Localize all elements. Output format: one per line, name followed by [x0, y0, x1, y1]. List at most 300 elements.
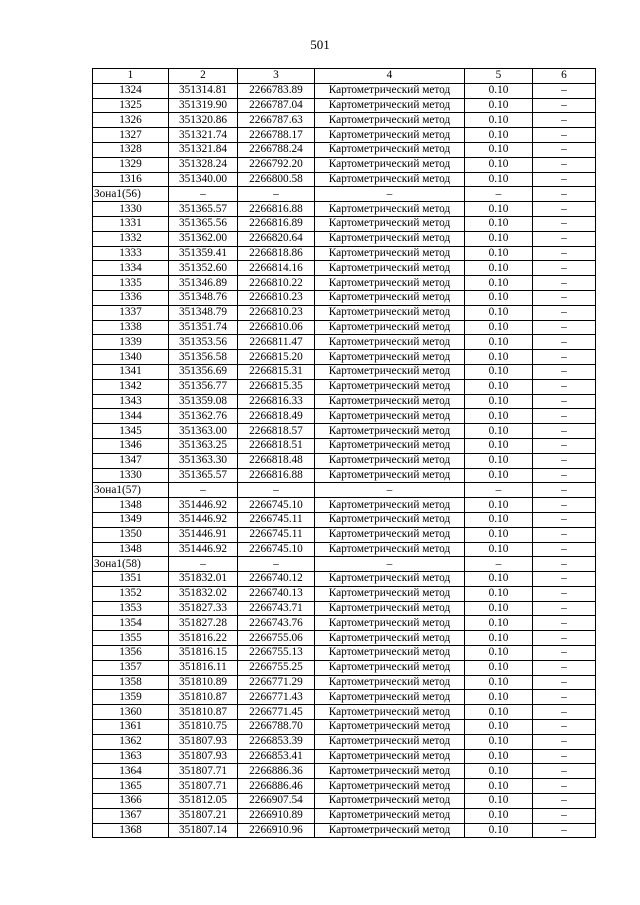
point-number-cell: 1354 — [93, 616, 169, 631]
y-coordinate-cell: 2266815.31 — [238, 364, 315, 379]
x-coordinate-cell: 351807.21 — [169, 808, 238, 823]
x-coordinate-cell: 351359.41 — [169, 246, 238, 261]
point-number-cell: 1336 — [93, 290, 169, 305]
method-cell: Картометрический метод — [315, 512, 465, 527]
point-number-cell: 1360 — [93, 705, 169, 720]
point-number-cell: 1331 — [93, 216, 169, 231]
point-number-cell: 1349 — [93, 512, 169, 527]
note-cell: – — [533, 794, 596, 809]
y-coordinate-cell: 2266755.06 — [238, 631, 315, 646]
point-number-cell: 1330 — [93, 468, 169, 483]
y-coordinate-cell: 2266818.86 — [238, 246, 315, 261]
table-row — [93, 675, 596, 690]
y-coordinate-cell: 2266783.89 — [238, 83, 315, 98]
method-cell: – — [315, 187, 465, 202]
y-coordinate-cell: 2266811.47 — [238, 335, 315, 350]
accuracy-cell: 0.10 — [465, 98, 533, 113]
x-coordinate-cell: 351320.86 — [169, 113, 238, 128]
note-cell: – — [533, 527, 596, 542]
note-cell: – — [533, 542, 596, 557]
note-cell: – — [533, 483, 596, 498]
table-row — [93, 335, 596, 350]
point-number-cell: 1329 — [93, 157, 169, 172]
point-number-cell: Зона1(58) — [93, 557, 169, 572]
y-coordinate-cell: 2266910.96 — [238, 823, 315, 838]
method-cell: Картометрический метод — [315, 98, 465, 113]
point-number-cell: 1341 — [93, 364, 169, 379]
note-cell: – — [533, 83, 596, 98]
method-cell: Картометрический метод — [315, 779, 465, 794]
accuracy-cell: 0.10 — [465, 261, 533, 276]
table-row — [93, 705, 596, 720]
accuracy-cell: 0.10 — [465, 512, 533, 527]
y-coordinate-cell: 2266816.33 — [238, 394, 315, 409]
note-cell: – — [533, 631, 596, 646]
method-cell: Картометрический метод — [315, 572, 465, 587]
x-coordinate-cell: – — [169, 483, 238, 498]
x-coordinate-cell: 351827.28 — [169, 616, 238, 631]
y-coordinate-cell: 2266745.11 — [238, 512, 315, 527]
accuracy-cell: 0.10 — [465, 231, 533, 246]
method-cell: Картометрический метод — [315, 335, 465, 350]
table-row — [93, 172, 596, 187]
accuracy-cell: 0.10 — [465, 690, 533, 705]
page-number: 501 — [310, 37, 330, 52]
accuracy-cell: 0.10 — [465, 394, 533, 409]
accuracy-cell: 0.10 — [465, 823, 533, 838]
method-cell: Картометрический метод — [315, 261, 465, 276]
y-coordinate-cell: – — [238, 557, 315, 572]
x-coordinate-cell: 351816.15 — [169, 646, 238, 661]
accuracy-cell: 0.10 — [465, 705, 533, 720]
table-row — [93, 261, 596, 276]
y-coordinate-cell: 2266853.41 — [238, 749, 315, 764]
note-cell: – — [533, 202, 596, 217]
method-cell: Картометрический метод — [315, 468, 465, 483]
accuracy-cell: 0.10 — [465, 453, 533, 468]
table-row — [93, 453, 596, 468]
method-cell: Картометрический метод — [315, 764, 465, 779]
table-row — [93, 290, 596, 305]
method-cell: Картометрический метод — [315, 823, 465, 838]
x-coordinate-cell: 351810.87 — [169, 705, 238, 720]
x-coordinate-cell: 351363.00 — [169, 424, 238, 439]
x-coordinate-cell: 351812.05 — [169, 794, 238, 809]
accuracy-cell: 0.10 — [465, 660, 533, 675]
note-cell: – — [533, 216, 596, 231]
x-coordinate-cell: 351446.91 — [169, 527, 238, 542]
note-cell: – — [533, 246, 596, 261]
table-row — [93, 409, 596, 424]
y-coordinate-cell: 2266743.76 — [238, 616, 315, 631]
x-coordinate-cell: 351356.77 — [169, 379, 238, 394]
table-row — [93, 660, 596, 675]
accuracy-cell: 0.10 — [465, 764, 533, 779]
point-number-cell: 1348 — [93, 542, 169, 557]
note-cell: – — [533, 335, 596, 350]
point-number-cell: 1359 — [93, 690, 169, 705]
x-coordinate-cell: 351352.60 — [169, 261, 238, 276]
column-header-2: 2 — [169, 69, 238, 84]
table-row — [93, 246, 596, 261]
note-cell: – — [533, 142, 596, 157]
accuracy-cell: 0.10 — [465, 424, 533, 439]
y-coordinate-cell: 2266771.29 — [238, 675, 315, 690]
y-coordinate-cell: 2266788.24 — [238, 142, 315, 157]
column-header-3: 3 — [238, 69, 315, 84]
point-number-cell: 1337 — [93, 305, 169, 320]
y-coordinate-cell: 2266853.39 — [238, 734, 315, 749]
note-cell: – — [533, 572, 596, 587]
note-cell: – — [533, 320, 596, 335]
point-number-cell: 1362 — [93, 734, 169, 749]
method-cell: Картометрический метод — [315, 705, 465, 720]
column-header-5: 5 — [465, 69, 533, 84]
y-coordinate-cell: 2266800.58 — [238, 172, 315, 187]
x-coordinate-cell: 351348.76 — [169, 290, 238, 305]
accuracy-cell: 0.10 — [465, 749, 533, 764]
method-cell: Картометрический метод — [315, 646, 465, 661]
table-row — [93, 779, 596, 794]
table-row — [93, 231, 596, 246]
zone-row — [93, 483, 596, 498]
x-coordinate-cell: 351816.22 — [169, 631, 238, 646]
accuracy-cell: 0.10 — [465, 216, 533, 231]
x-coordinate-cell: 351810.87 — [169, 690, 238, 705]
method-cell: Картометрический метод — [315, 438, 465, 453]
note-cell: – — [533, 350, 596, 365]
x-coordinate-cell: – — [169, 557, 238, 572]
point-number-cell: 1367 — [93, 808, 169, 823]
x-coordinate-cell: 351321.84 — [169, 142, 238, 157]
zone-row — [93, 557, 596, 572]
point-number-cell: 1338 — [93, 320, 169, 335]
x-coordinate-cell: 351832.02 — [169, 586, 238, 601]
table-row — [93, 142, 596, 157]
method-cell: Картометрический метод — [315, 157, 465, 172]
y-coordinate-cell: 2266771.45 — [238, 705, 315, 720]
table-row — [93, 350, 596, 365]
y-coordinate-cell: 2266818.49 — [238, 409, 315, 424]
accuracy-cell: 0.10 — [465, 335, 533, 350]
y-coordinate-cell: 2266810.22 — [238, 276, 315, 291]
note-cell: – — [533, 734, 596, 749]
column-header-6: 6 — [533, 69, 596, 84]
x-coordinate-cell: 351363.30 — [169, 453, 238, 468]
point-number-cell: 1358 — [93, 675, 169, 690]
point-number-cell: 1326 — [93, 113, 169, 128]
y-coordinate-cell: 2266787.04 — [238, 98, 315, 113]
accuracy-cell: 0.10 — [465, 202, 533, 217]
table-row — [93, 794, 596, 809]
x-coordinate-cell: 351340.00 — [169, 172, 238, 187]
method-cell: Картометрический метод — [315, 675, 465, 690]
method-cell: Картометрический метод — [315, 216, 465, 231]
point-number-cell: 1356 — [93, 646, 169, 661]
note-cell: – — [533, 512, 596, 527]
note-cell: – — [533, 690, 596, 705]
note-cell: – — [533, 290, 596, 305]
note-cell: – — [533, 660, 596, 675]
point-number-cell: 1361 — [93, 720, 169, 735]
note-cell: – — [533, 113, 596, 128]
accuracy-cell: 0.10 — [465, 720, 533, 735]
method-cell: Картометрический метод — [315, 734, 465, 749]
y-coordinate-cell: 2266816.89 — [238, 216, 315, 231]
note-cell: – — [533, 438, 596, 453]
accuracy-cell: 0.10 — [465, 616, 533, 631]
table-row — [93, 601, 596, 616]
accuracy-cell: 0.10 — [465, 498, 533, 513]
method-cell: Картометрический метод — [315, 350, 465, 365]
note-cell: – — [533, 779, 596, 794]
method-cell: Картометрический метод — [315, 749, 465, 764]
y-coordinate-cell: 2266743.71 — [238, 601, 315, 616]
x-coordinate-cell: – — [169, 187, 238, 202]
point-number-cell: 1363 — [93, 749, 169, 764]
y-coordinate-cell: 2266907.54 — [238, 794, 315, 809]
x-coordinate-cell: 351446.92 — [169, 542, 238, 557]
note-cell: – — [533, 187, 596, 202]
accuracy-cell: 0.10 — [465, 601, 533, 616]
x-coordinate-cell: 351832.01 — [169, 572, 238, 587]
y-coordinate-cell: 2266820.64 — [238, 231, 315, 246]
method-cell: Картометрический метод — [315, 128, 465, 143]
note-cell: – — [533, 409, 596, 424]
y-coordinate-cell: 2266886.46 — [238, 779, 315, 794]
y-coordinate-cell: 2266755.13 — [238, 646, 315, 661]
coordinates-table — [92, 68, 596, 838]
method-cell: Картометрический метод — [315, 616, 465, 631]
table-row — [93, 128, 596, 143]
point-number-cell: 1339 — [93, 335, 169, 350]
column-header-1: 1 — [93, 69, 169, 84]
table-row — [93, 572, 596, 587]
x-coordinate-cell: 351365.56 — [169, 216, 238, 231]
note-cell: – — [533, 646, 596, 661]
point-number-cell: 1342 — [93, 379, 169, 394]
note-cell: – — [533, 468, 596, 483]
table-body — [93, 83, 596, 838]
x-coordinate-cell: 351356.58 — [169, 350, 238, 365]
table-row — [93, 202, 596, 217]
point-number-cell: 1350 — [93, 527, 169, 542]
point-number-cell: 1343 — [93, 394, 169, 409]
y-coordinate-cell: 2266818.51 — [238, 438, 315, 453]
method-cell: Картометрический метод — [315, 808, 465, 823]
accuracy-cell: 0.10 — [465, 364, 533, 379]
method-cell: Картометрический метод — [315, 305, 465, 320]
y-coordinate-cell: – — [238, 187, 315, 202]
y-coordinate-cell: 2266745.11 — [238, 527, 315, 542]
accuracy-cell: 0.10 — [465, 586, 533, 601]
accuracy-cell: 0.10 — [465, 794, 533, 809]
table-row — [93, 646, 596, 661]
accuracy-cell: 0.10 — [465, 675, 533, 690]
y-coordinate-cell: 2266788.17 — [238, 128, 315, 143]
x-coordinate-cell: 351319.90 — [169, 98, 238, 113]
x-coordinate-cell: 351314.81 — [169, 83, 238, 98]
table-row — [93, 424, 596, 439]
y-coordinate-cell: 2266745.10 — [238, 498, 315, 513]
point-number-cell: 1325 — [93, 98, 169, 113]
note-cell: – — [533, 586, 596, 601]
point-number-cell: 1346 — [93, 438, 169, 453]
accuracy-cell: 0.10 — [465, 276, 533, 291]
y-coordinate-cell: 2266788.70 — [238, 720, 315, 735]
method-cell: Картометрический метод — [315, 409, 465, 424]
table-row — [93, 512, 596, 527]
method-cell: Картометрический метод — [315, 424, 465, 439]
note-cell: – — [533, 172, 596, 187]
y-coordinate-cell: 2266816.88 — [238, 202, 315, 217]
table-row — [93, 527, 596, 542]
y-coordinate-cell: 2266815.35 — [238, 379, 315, 394]
x-coordinate-cell: 351816.11 — [169, 660, 238, 675]
x-coordinate-cell: 351351.74 — [169, 320, 238, 335]
x-coordinate-cell: 351362.00 — [169, 231, 238, 246]
method-cell: Картометрический метод — [315, 498, 465, 513]
table-row — [93, 734, 596, 749]
y-coordinate-cell: 2266740.13 — [238, 586, 315, 601]
table-row — [93, 498, 596, 513]
note-cell: – — [533, 764, 596, 779]
accuracy-cell: 0.10 — [465, 350, 533, 365]
accuracy-cell: 0.10 — [465, 142, 533, 157]
point-number-cell: 1345 — [93, 424, 169, 439]
point-number-cell: 1333 — [93, 246, 169, 261]
method-cell: Картометрический метод — [315, 601, 465, 616]
method-cell: – — [315, 483, 465, 498]
accuracy-cell: 0.10 — [465, 631, 533, 646]
method-cell: Картометрический метод — [315, 113, 465, 128]
method-cell: Картометрический метод — [315, 202, 465, 217]
x-coordinate-cell: 351362.76 — [169, 409, 238, 424]
point-number-cell: 1352 — [93, 586, 169, 601]
method-cell: Картометрический метод — [315, 394, 465, 409]
y-coordinate-cell: 2266810.06 — [238, 320, 315, 335]
table-row — [93, 305, 596, 320]
x-coordinate-cell: 351348.79 — [169, 305, 238, 320]
x-coordinate-cell: 351328.24 — [169, 157, 238, 172]
table-row — [93, 157, 596, 172]
method-cell: Картометрический метод — [315, 231, 465, 246]
accuracy-cell: – — [465, 187, 533, 202]
table-header-row — [93, 69, 596, 84]
note-cell: – — [533, 675, 596, 690]
point-number-cell: 1368 — [93, 823, 169, 838]
table-row — [93, 631, 596, 646]
x-coordinate-cell: 351363.25 — [169, 438, 238, 453]
accuracy-cell: 0.10 — [465, 305, 533, 320]
table-row — [93, 616, 596, 631]
x-coordinate-cell: 351359.08 — [169, 394, 238, 409]
table-row — [93, 438, 596, 453]
accuracy-cell: 0.10 — [465, 172, 533, 187]
method-cell: Картометрический метод — [315, 276, 465, 291]
accuracy-cell: 0.10 — [465, 808, 533, 823]
method-cell: Картометрический метод — [315, 586, 465, 601]
method-cell: Картометрический метод — [315, 172, 465, 187]
note-cell: – — [533, 601, 596, 616]
note-cell: – — [533, 364, 596, 379]
y-coordinate-cell: 2266810.23 — [238, 290, 315, 305]
accuracy-cell: 0.10 — [465, 409, 533, 424]
method-cell: Картометрический метод — [315, 83, 465, 98]
method-cell: Картометрический метод — [315, 542, 465, 557]
accuracy-cell: 0.10 — [465, 128, 533, 143]
accuracy-cell: 0.10 — [465, 779, 533, 794]
note-cell: – — [533, 261, 596, 276]
note-cell: – — [533, 157, 596, 172]
point-number-cell: 1332 — [93, 231, 169, 246]
point-number-cell: 1340 — [93, 350, 169, 365]
method-cell: Картометрический метод — [315, 364, 465, 379]
note-cell: – — [533, 498, 596, 513]
accuracy-cell: 0.10 — [465, 379, 533, 394]
method-cell: Картометрический метод — [315, 631, 465, 646]
method-cell: Картометрический метод — [315, 142, 465, 157]
note-cell: – — [533, 749, 596, 764]
accuracy-cell: 0.10 — [465, 734, 533, 749]
method-cell: Картометрический метод — [315, 660, 465, 675]
table-row — [93, 808, 596, 823]
x-coordinate-cell: 351356.69 — [169, 364, 238, 379]
method-cell: Картометрический метод — [315, 320, 465, 335]
accuracy-cell: – — [465, 557, 533, 572]
table-row — [93, 113, 596, 128]
note-cell: – — [533, 808, 596, 823]
point-number-cell: 1327 — [93, 128, 169, 143]
table-row — [93, 468, 596, 483]
x-coordinate-cell: 351346.89 — [169, 276, 238, 291]
point-number-cell: 1357 — [93, 660, 169, 675]
y-coordinate-cell: 2266815.20 — [238, 350, 315, 365]
table-row — [93, 764, 596, 779]
table-row — [93, 83, 596, 98]
y-coordinate-cell: 2266787.63 — [238, 113, 315, 128]
table-row — [93, 749, 596, 764]
note-cell: – — [533, 823, 596, 838]
y-coordinate-cell: 2266755.25 — [238, 660, 315, 675]
y-coordinate-cell: 2266816.88 — [238, 468, 315, 483]
x-coordinate-cell: 351321.74 — [169, 128, 238, 143]
note-cell: – — [533, 616, 596, 631]
point-number-cell: 1355 — [93, 631, 169, 646]
method-cell: Картометрический метод — [315, 290, 465, 305]
zone-row — [93, 187, 596, 202]
method-cell: Картометрический метод — [315, 453, 465, 468]
note-cell: – — [533, 276, 596, 291]
note-cell: – — [533, 305, 596, 320]
y-coordinate-cell: – — [238, 483, 315, 498]
y-coordinate-cell: 2266740.12 — [238, 572, 315, 587]
table-row — [93, 586, 596, 601]
table-row — [93, 98, 596, 113]
point-number-cell: 1365 — [93, 779, 169, 794]
x-coordinate-cell: 351807.71 — [169, 764, 238, 779]
x-coordinate-cell: 351365.57 — [169, 468, 238, 483]
accuracy-cell: 0.10 — [465, 646, 533, 661]
y-coordinate-cell: 2266792.20 — [238, 157, 315, 172]
point-number-cell: 1328 — [93, 142, 169, 157]
point-number-cell: 1335 — [93, 276, 169, 291]
note-cell: – — [533, 720, 596, 735]
table-row — [93, 823, 596, 838]
x-coordinate-cell: 351807.71 — [169, 779, 238, 794]
table-row — [93, 379, 596, 394]
note-cell: – — [533, 379, 596, 394]
